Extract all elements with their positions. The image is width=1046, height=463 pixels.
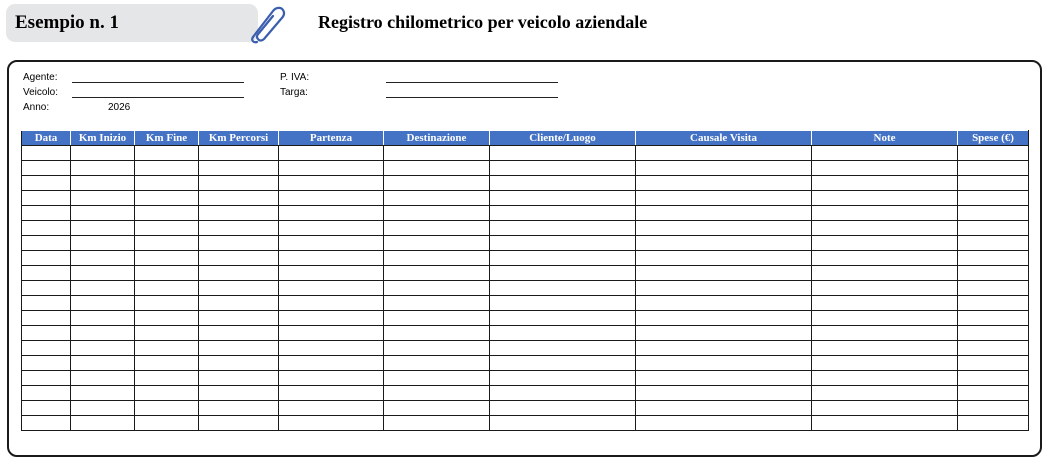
- table-cell[interactable]: [279, 326, 384, 341]
- table-cell[interactable]: [958, 326, 1029, 341]
- table-cell[interactable]: [384, 236, 490, 251]
- table-cell[interactable]: [279, 161, 384, 176]
- table-cell[interactable]: [812, 281, 958, 296]
- table-cell[interactable]: [22, 221, 71, 236]
- table-cell[interactable]: [958, 206, 1029, 221]
- table-row: [22, 281, 1029, 296]
- table-cell[interactable]: [71, 146, 135, 161]
- table-cell[interactable]: [71, 371, 135, 386]
- table-cell[interactable]: [71, 356, 135, 371]
- table-cell[interactable]: [71, 296, 135, 311]
- table-cell[interactable]: [199, 326, 279, 341]
- table-cell[interactable]: [812, 296, 958, 311]
- column-header-km-inizio: Km Inizio: [71, 131, 135, 146]
- table-cell[interactable]: [135, 281, 199, 296]
- table-cell[interactable]: [384, 191, 490, 206]
- example-badge: Esempio n. 1: [6, 4, 258, 42]
- table-cell[interactable]: [384, 341, 490, 356]
- table-cell[interactable]: [199, 416, 279, 431]
- table-cell[interactable]: [279, 341, 384, 356]
- table-cell[interactable]: [279, 356, 384, 371]
- table-cell[interactable]: [958, 251, 1029, 266]
- table-cell[interactable]: [812, 311, 958, 326]
- table-cell[interactable]: [636, 371, 812, 386]
- table-row: [22, 296, 1029, 311]
- table-cell[interactable]: [199, 371, 279, 386]
- table-cell[interactable]: [135, 266, 199, 281]
- table-cell[interactable]: [135, 146, 199, 161]
- table-cell[interactable]: [22, 251, 71, 266]
- table-cell[interactable]: [812, 191, 958, 206]
- table-cell[interactable]: [636, 296, 812, 311]
- table-cell[interactable]: [135, 326, 199, 341]
- table-cell[interactable]: [71, 161, 135, 176]
- table-cell[interactable]: [636, 161, 812, 176]
- column-header-spese: Spese (€): [958, 131, 1029, 146]
- table-cell[interactable]: [71, 341, 135, 356]
- table-cell[interactable]: [22, 311, 71, 326]
- table-row: [22, 266, 1029, 281]
- table-cell[interactable]: [71, 176, 135, 191]
- table-cell[interactable]: [812, 176, 958, 191]
- table-cell[interactable]: [199, 386, 279, 401]
- table-cell[interactable]: [490, 401, 636, 416]
- table-cell[interactable]: [384, 311, 490, 326]
- table-cell[interactable]: [199, 191, 279, 206]
- table-cell[interactable]: [279, 206, 384, 221]
- table-cell[interactable]: [22, 206, 71, 221]
- agente-field[interactable]: [72, 82, 244, 83]
- table-cell[interactable]: [71, 311, 135, 326]
- table-row: [22, 416, 1029, 431]
- veicolo-label: Veicolo:: [23, 87, 59, 98]
- table-cell[interactable]: [636, 191, 812, 206]
- table-cell[interactable]: [812, 251, 958, 266]
- table-cell[interactable]: [279, 236, 384, 251]
- table-cell[interactable]: [71, 221, 135, 236]
- table-cell[interactable]: [958, 386, 1029, 401]
- table-cell[interactable]: [384, 161, 490, 176]
- table-cell[interactable]: [958, 176, 1029, 191]
- table-cell[interactable]: [812, 146, 958, 161]
- table-cell[interactable]: [812, 266, 958, 281]
- table-cell[interactable]: [636, 311, 812, 326]
- table-cell[interactable]: [812, 221, 958, 236]
- table-cell[interactable]: [22, 236, 71, 251]
- table-cell[interactable]: [490, 416, 636, 431]
- table-cell[interactable]: [636, 386, 812, 401]
- table-cell[interactable]: [71, 386, 135, 401]
- table-cell[interactable]: [958, 161, 1029, 176]
- table-cell[interactable]: [636, 206, 812, 221]
- table-cell[interactable]: [636, 356, 812, 371]
- table-cell[interactable]: [490, 191, 636, 206]
- table-row: [22, 176, 1029, 191]
- table-cell[interactable]: [71, 206, 135, 221]
- table-cell[interactable]: [636, 236, 812, 251]
- table-cell[interactable]: [199, 296, 279, 311]
- table-cell[interactable]: [490, 281, 636, 296]
- table-header-row: [22, 131, 1029, 146]
- table-cell[interactable]: [279, 416, 384, 431]
- table-cell[interactable]: [636, 341, 812, 356]
- page-title: Registro chilometrico per veicolo aziendale: [318, 12, 648, 32]
- table-cell[interactable]: [71, 416, 135, 431]
- table-cell[interactable]: [490, 266, 636, 281]
- table-cell[interactable]: [279, 401, 384, 416]
- table-cell[interactable]: [22, 371, 71, 386]
- table-cell[interactable]: [636, 401, 812, 416]
- table-cell[interactable]: [135, 356, 199, 371]
- table-cell[interactable]: [384, 266, 490, 281]
- table-cell[interactable]: [490, 356, 636, 371]
- table-cell[interactable]: [135, 296, 199, 311]
- table-cell[interactable]: [135, 386, 199, 401]
- table-cell[interactable]: [199, 341, 279, 356]
- table-cell[interactable]: [22, 341, 71, 356]
- table-cell[interactable]: [199, 206, 279, 221]
- table-cell[interactable]: [384, 176, 490, 191]
- column-header-cliente-luogo: Cliente/Luogo: [490, 131, 636, 146]
- table-cell[interactable]: [636, 326, 812, 341]
- table-cell[interactable]: [636, 266, 812, 281]
- table-cell[interactable]: [135, 221, 199, 236]
- table-row: [22, 251, 1029, 266]
- table-cell[interactable]: [279, 296, 384, 311]
- table-cell[interactable]: [199, 176, 279, 191]
- table-row: [22, 371, 1029, 386]
- table-cell[interactable]: [22, 161, 71, 176]
- anno-label: Anno:: [23, 102, 50, 113]
- table-cell[interactable]: [22, 386, 71, 401]
- table-row: [22, 401, 1029, 416]
- table-cell[interactable]: [812, 236, 958, 251]
- table-cell[interactable]: [22, 191, 71, 206]
- table-cell[interactable]: [958, 266, 1029, 281]
- table-cell[interactable]: [22, 356, 71, 371]
- paperclip-icon: [246, 2, 292, 44]
- table-cell[interactable]: [279, 176, 384, 191]
- table-row: [22, 341, 1029, 356]
- table-cell[interactable]: [135, 161, 199, 176]
- table-cell[interactable]: [958, 341, 1029, 356]
- piva-field[interactable]: [386, 82, 558, 83]
- table-row: [22, 326, 1029, 341]
- table-cell[interactable]: [490, 326, 636, 341]
- table-cell[interactable]: [135, 176, 199, 191]
- table-cell[interactable]: [384, 251, 490, 266]
- table-cell[interactable]: [812, 386, 958, 401]
- table-cell[interactable]: [958, 296, 1029, 311]
- table-cell[interactable]: [22, 176, 71, 191]
- table-cell[interactable]: [199, 281, 279, 296]
- table-cell[interactable]: [199, 356, 279, 371]
- table-cell[interactable]: [135, 416, 199, 431]
- table-row: [22, 221, 1029, 236]
- table-cell[interactable]: [958, 191, 1029, 206]
- table-cell[interactable]: [490, 311, 636, 326]
- table-cell[interactable]: [958, 146, 1029, 161]
- table-cell[interactable]: [490, 161, 636, 176]
- table-cell[interactable]: [199, 161, 279, 176]
- table-cell[interactable]: [71, 401, 135, 416]
- table-cell[interactable]: [812, 161, 958, 176]
- table-cell[interactable]: [71, 236, 135, 251]
- anno-value[interactable]: 2026: [108, 102, 131, 113]
- table-cell[interactable]: [958, 401, 1029, 416]
- table-cell[interactable]: [636, 176, 812, 191]
- column-header-causale-visita: Causale Visita: [636, 131, 812, 146]
- table-cell[interactable]: [490, 341, 636, 356]
- table-cell[interactable]: [636, 251, 812, 266]
- table-cell[interactable]: [279, 311, 384, 326]
- table-cell[interactable]: [135, 236, 199, 251]
- table-cell[interactable]: [384, 401, 490, 416]
- table-cell[interactable]: [958, 281, 1029, 296]
- table-row: [22, 161, 1029, 176]
- table-cell[interactable]: [384, 206, 490, 221]
- targa-label: Targa:: [280, 87, 308, 98]
- table-cell[interactable]: [958, 356, 1029, 371]
- table-cell[interactable]: [384, 416, 490, 431]
- table-cell[interactable]: [71, 281, 135, 296]
- column-header-km-percorsi: Km Percorsi: [199, 131, 279, 146]
- table-cell[interactable]: [22, 416, 71, 431]
- table-cell[interactable]: [812, 326, 958, 341]
- table-cell[interactable]: [135, 341, 199, 356]
- table-cell[interactable]: [636, 221, 812, 236]
- table-cell[interactable]: [22, 296, 71, 311]
- table-cell[interactable]: [384, 371, 490, 386]
- table-cell[interactable]: [384, 296, 490, 311]
- table-cell[interactable]: [22, 401, 71, 416]
- table-cell[interactable]: [958, 371, 1029, 386]
- column-header-partenza: Partenza: [279, 131, 384, 146]
- table-cell[interactable]: [135, 206, 199, 221]
- table-cell[interactable]: [958, 221, 1029, 236]
- table-cell[interactable]: [22, 281, 71, 296]
- table-row: [22, 386, 1029, 401]
- table-cell[interactable]: [636, 281, 812, 296]
- table-cell[interactable]: [636, 146, 812, 161]
- table-cell[interactable]: [199, 401, 279, 416]
- table-cell[interactable]: [279, 371, 384, 386]
- table-cell[interactable]: [199, 251, 279, 266]
- table-cell[interactable]: [490, 176, 636, 191]
- table-row: [22, 236, 1029, 251]
- table-cell[interactable]: [490, 251, 636, 266]
- piva-label: P. IVA:: [280, 72, 310, 83]
- table-row: [22, 146, 1029, 161]
- table-cell[interactable]: [279, 191, 384, 206]
- column-header-data: Data: [22, 131, 71, 146]
- column-header-note: Note: [812, 131, 958, 146]
- table-body: [22, 146, 1029, 431]
- table-cell[interactable]: [636, 416, 812, 431]
- table-cell[interactable]: [384, 356, 490, 371]
- table-cell[interactable]: [384, 281, 490, 296]
- table-cell[interactable]: [958, 416, 1029, 431]
- table-cell[interactable]: [279, 386, 384, 401]
- table-row: [22, 356, 1029, 371]
- table-cell[interactable]: [135, 371, 199, 386]
- targa-field[interactable]: [386, 97, 558, 98]
- table-cell[interactable]: [279, 281, 384, 296]
- mileage-log-table: [21, 130, 1029, 431]
- table-cell[interactable]: [812, 206, 958, 221]
- table-cell[interactable]: [812, 416, 958, 431]
- veicolo-field[interactable]: [72, 97, 244, 98]
- table-cell[interactable]: [71, 266, 135, 281]
- table-cell[interactable]: [22, 266, 71, 281]
- table-cell[interactable]: [384, 146, 490, 161]
- table-cell[interactable]: [71, 326, 135, 341]
- table-cell[interactable]: [71, 191, 135, 206]
- table-cell[interactable]: [22, 146, 71, 161]
- table-cell[interactable]: [490, 296, 636, 311]
- table-cell[interactable]: [490, 146, 636, 161]
- table-cell[interactable]: [199, 236, 279, 251]
- table-cell[interactable]: [279, 266, 384, 281]
- table-cell[interactable]: [384, 221, 490, 236]
- table-cell[interactable]: [490, 236, 636, 251]
- table-cell[interactable]: [490, 206, 636, 221]
- table-cell[interactable]: [490, 386, 636, 401]
- column-header-destinazione: Destinazione: [384, 131, 490, 146]
- table-cell[interactable]: [135, 251, 199, 266]
- table-cell[interactable]: [812, 356, 958, 371]
- table-cell[interactable]: [22, 326, 71, 341]
- table-cell[interactable]: [812, 341, 958, 356]
- table-cell[interactable]: [490, 221, 636, 236]
- table-cell[interactable]: [135, 191, 199, 206]
- table-cell[interactable]: [135, 401, 199, 416]
- table-row: [22, 311, 1029, 326]
- table-row: [22, 206, 1029, 221]
- table-cell[interactable]: [958, 236, 1029, 251]
- column-header-km-fine: Km Fine: [135, 131, 199, 146]
- table-row: [22, 191, 1029, 206]
- table-cell[interactable]: [812, 371, 958, 386]
- table-cell[interactable]: [490, 371, 636, 386]
- table-cell[interactable]: [279, 146, 384, 161]
- table-cell[interactable]: [135, 311, 199, 326]
- table-cell[interactable]: [812, 401, 958, 416]
- table-cell[interactable]: [71, 251, 135, 266]
- table-cell[interactable]: [384, 386, 490, 401]
- table-cell[interactable]: [279, 221, 384, 236]
- table-cell[interactable]: [958, 311, 1029, 326]
- table-cell[interactable]: [279, 251, 384, 266]
- agente-label: Agente:: [23, 72, 58, 83]
- table-cell[interactable]: [199, 311, 279, 326]
- table-cell[interactable]: [384, 326, 490, 341]
- table-cell[interactable]: [199, 146, 279, 161]
- table-cell[interactable]: [199, 266, 279, 281]
- table-cell[interactable]: [199, 221, 279, 236]
